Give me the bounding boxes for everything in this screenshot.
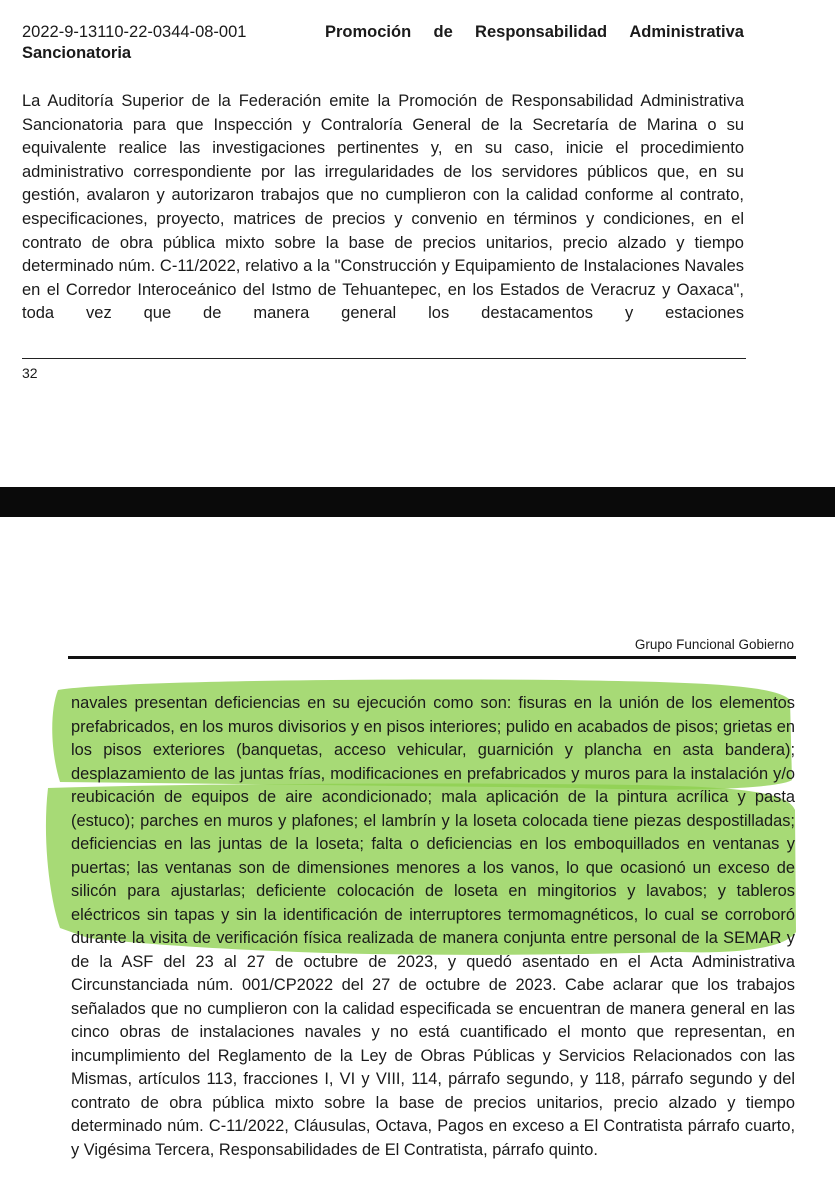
heading-word: Promoción xyxy=(325,23,412,41)
heading-word: Administrativa xyxy=(629,23,744,41)
heading-word: Responsabilidad xyxy=(475,23,608,41)
reference-code: 2022-9-13110-22-0344-08-001 xyxy=(22,23,247,41)
bottom-paragraph xyxy=(71,692,795,1162)
heading-word: de xyxy=(433,23,453,41)
page-number: 32 xyxy=(22,365,38,381)
highlighted-passage: navales presentan deficiencias en su ejecución como son: fisuras en la unión de los elementos prefabricados, en los muros divisorios y en pisos interiores; pulido en acabados de pisos; grietas en los pisos exteriores (banquetas, acceso vehicular, guarnición y plancha en asta bandera); desplazamiento de las juntas frías, modificaciones en prefabricados y muros para la instalación y/o reubicación de equipos de aire acondicionado; mala aplicación de la pintura acrílica y pasta (estuco); parches en muros y plafones; el lambrín y la loseta colocada tiene piezas despostilladas; deficiencias en las juntas de la loseta; falta o deficiencias en los emboquillados en ventanas y puertas; las ventanas son de dimensiones menores a los vanos, lo que ocasionó un exceso de silicón para ajustarlas; deficiente colocación de loseta en mingitorios y lavabos; y tableros eléctricos sin tapas y sin la identificación de interruptores termomagnéticos, lo cual se corroboró durante la visita de verificación física realizada de xyxy=(71,694,795,947)
unhighlighted-passage: manera conjunta entre personal de la SEMAR y de la ASF del 23 al 27 de octubre de 2023, y quedó asentado en el Acta Administrativa Circunstanciada núm. 001/CP2022 del 27 de octubre de 2023. Cabe aclarar que los trabajos señalados que no cumplieron con la calidad especificada se encuentran de manera general en las cinco obras de instalaciones navales y no está cuantificado el monto que representan, en incumplimiento del Reglamento de la Ley de Obras Públicas y Servicios Relacionados con las Mismas, artículos 113, fracciones I, VI y VIII, 114, párrafo segundo, y 118, párrafo segundo y del contrato de obra pública mixto sobre la base de precios unitarios, precio alzado y tiempo determinado núm. C-11/2022, Cláusulas, Octava, Pagos en exceso a El Contratista párrafo cuarto, y Vigésima Tercera, Responsabilidades de El Contratista, párrafo quinto. xyxy=(71,929,795,1159)
section-heading-line2: Sancionatoria xyxy=(22,44,132,62)
header-divider xyxy=(68,656,796,659)
page-separator-band xyxy=(0,487,835,517)
top-paragraph: La Auditoría Superior de la Federación emite la Promoción de Responsabilidad Administrativa Sancionatoria para que Inspección y Contraloría General de la Secretaría de Marina o su equivalente realice las investigaciones pertinentes y, en su caso, inicie el procedimiento administrativo correspondiente por las irregularidades de los servidores públicos que, en su gestión, avalaron y autorizaron trabajos que no cumplieron con la calidad conforme al contrato, especificaciones, proyecto, matrices de precios y convenio en términos y condiciones, en el contrato de obra pública mixto sobre la base de precios unitarios, precio alzado y tiempo determinado núm. C-11/2022, relativo a la "Construcción y Equipamiento de Instalaciones Navales en el Corredor Interoceánico del Istmo de Tehuantepec, en los Estados de Veracruz y Oaxaca", toda vez que de manera general los destacamentos y estaciones xyxy=(22,92,744,323)
section-heading-line1 xyxy=(22,23,744,42)
running-header: Grupo Funcional Gobierno xyxy=(634,637,794,652)
footnote-divider xyxy=(22,358,746,359)
section-heading xyxy=(22,23,744,63)
